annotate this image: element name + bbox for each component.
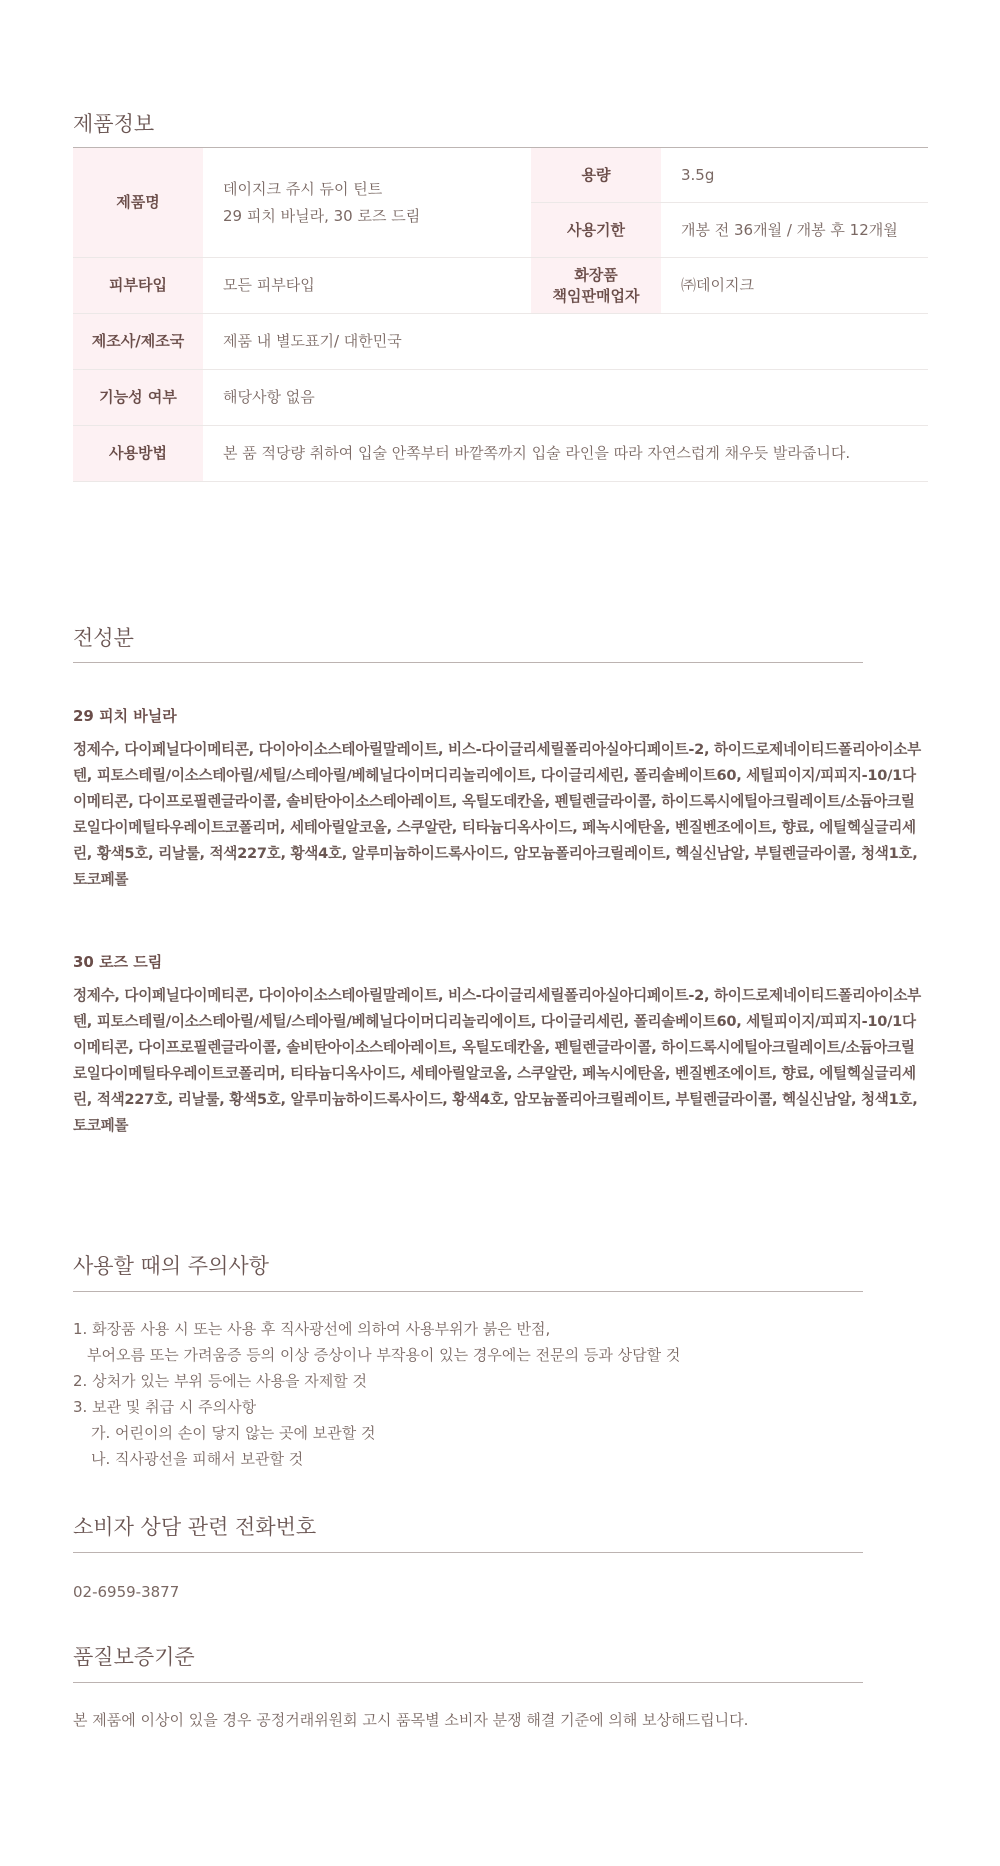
table-row bbox=[73, 370, 928, 426]
seller-label-line1: 화장품 bbox=[574, 265, 618, 284]
usage-label-text: 사용방법 bbox=[109, 444, 167, 462]
usage-value bbox=[203, 426, 928, 482]
ingredients-title: 전성분 bbox=[73, 626, 134, 650]
caution-line: 1. 화장품 사용 시 또는 사용 후 직사광선에 의하여 사용부위가 붉은 반점, bbox=[73, 1320, 551, 1338]
seller-label-line2: 책임판매업자 bbox=[552, 286, 640, 305]
caution-line: 나. 직사광선을 피해서 보관할 것 bbox=[91, 1450, 304, 1468]
caution-divider bbox=[73, 1291, 863, 1292]
volume-label-text: 용량 bbox=[581, 165, 611, 184]
ingredient-item-text: 정제수, 다이페닐다이메티콘, 다이아이소스테아릴말레이트, 비스-다이글리세릴폴리아실아디페이트-2, 하이드로제네이티드폴리아이소부텐, 피토스테릴/이소스테아릴/세틸/스테아릴/베헤닐다이머디리놀리에이트, 다이글리세린, 폴리솔베이트60, 세틸피이지/피피지-10/1다이메티콘, 다이프로필렌글라이콜, 솔비탄아이소스테아레이트, 옥틸도데칸올, 펜틸렌글라이콜, 하이드록시에틸아크릴레이트/소듐아크릴로일다이메틸타우레이트코폴리머, 세테아릴알코올, 스쿠알란, 티타늄디옥사이드, 페녹시에탄올, 벤질벤조에이트, 향료, 에틸헥실글리세린, 황색5호, 리날룰, 적색227호, 황색4호, 알루미늄하이드록사이드, 암모늄폴리아크릴레이트, 헥실신남알, 부틸렌글라이콜, 청색1호, 토코페롤 bbox=[73, 741, 921, 888]
seller-value-text: ㈜데이지크 bbox=[681, 276, 754, 294]
quality-title: 품질보증기준 bbox=[73, 1645, 195, 1669]
product-info-table bbox=[73, 147, 928, 482]
expiry-value-text: 개봉 전 36개월 / 개봉 후 12개월 bbox=[681, 220, 898, 239]
table-row bbox=[73, 148, 928, 203]
caution-line: 부어오름 또는 가려움증 등의 이상 증상이나 부작용이 있는 경우에는 전문의 등과 상담할 것 bbox=[87, 1346, 681, 1364]
quality-text: 본 제품에 이상이 있을 경우 공정거래위원회 고시 품목별 소비자 분쟁 해결 기준에 의해 보상해드립니다. bbox=[73, 1711, 749, 1729]
quality-divider bbox=[73, 1682, 863, 1683]
functional-value bbox=[203, 370, 928, 426]
consumer-title: 소비자 상담 관련 전화번호 bbox=[73, 1515, 317, 1539]
ingredient-item-name: 30 로즈 드림 bbox=[73, 953, 163, 971]
ingredient-item-name: 29 피치 바닐라 bbox=[73, 707, 177, 725]
table-row bbox=[73, 426, 928, 482]
volume-label bbox=[531, 148, 661, 203]
caution-line: 3. 보관 및 취급 시 주의사항 bbox=[73, 1398, 257, 1416]
product-name-label bbox=[73, 148, 203, 258]
expiry-label-text: 사용기한 bbox=[567, 220, 625, 239]
maker-value bbox=[203, 314, 928, 370]
maker-value-text: 제품 내 별도표기/ 대한민국 bbox=[223, 332, 402, 350]
usage-label bbox=[73, 426, 203, 482]
functional-value-text: 해당사항 없음 bbox=[223, 388, 315, 406]
product-name-line2: 29 피치 바닐라, 30 로즈 드림 bbox=[223, 206, 421, 225]
skin-type-value-text: 모든 피부타입 bbox=[223, 276, 315, 294]
maker-label-text: 제조사/제조국 bbox=[91, 332, 185, 350]
caution-line: 가. 어린이의 손이 닿지 않는 곳에 보관할 것 bbox=[91, 1424, 376, 1442]
ingredient-item-30 bbox=[73, 951, 928, 1139]
volume-value-text: 3.5g bbox=[681, 165, 715, 184]
product-name-line1: 데이지크 쥬시 듀이 틴트 bbox=[223, 179, 383, 198]
usage-value-text: 본 품 적당량 취하여 입술 안쪽부터 바깥쪽까지 입술 라인을 따라 자연스럽게 채우듯 발라줍니다. bbox=[223, 444, 851, 462]
table-row bbox=[73, 314, 928, 370]
product-name-value bbox=[203, 148, 531, 258]
ingredient-item-29 bbox=[73, 705, 928, 893]
consumer-phone: 02-6959-3877 bbox=[73, 1583, 180, 1601]
ingredient-item-text: 정제수, 다이페닐다이메티콘, 다이아이소스테아릴말레이트, 비스-다이글리세릴폴리아실아디페이트-2, 하이드로제네이티드폴리아이소부텐, 피토스테릴/이소스테아릴/세틸/스테아릴/베헤닐다이머디리놀리에이트, 다이글리세린, 폴리솔베이트60, 세틸피이지/피피지-10/1다이메티콘, 다이프로필렌글라이콜, 솔비탄아이소스테아레이트, 옥틸도데칸올, 펜틸렌글라이콜, 하이드록시에틸아크릴레이트/소듐아크릴로일다이메틸타우레이트코폴리머, 티타늄디옥사이드, 세테아릴알코올, 스쿠알란, 페녹시에탄올, 벤질벤조에이트, 향료, 에틸헥실글리세린, 적색227호, 리날룰, 황색5호, 알루미늄하이드록사이드, 황색4호, 암모늄폴리아크릴레이트, 부틸렌글라이콜, 헥실신남알, 청색1호, 토코페롤 bbox=[73, 987, 921, 1134]
consumer-divider bbox=[73, 1552, 863, 1553]
skin-type-label-text: 피부타입 bbox=[109, 276, 167, 294]
ingredients-divider bbox=[73, 662, 863, 663]
skin-type-value bbox=[203, 258, 531, 314]
seller-label bbox=[531, 258, 661, 314]
expiry-value bbox=[661, 203, 928, 258]
functional-label bbox=[73, 370, 203, 426]
seller-value bbox=[661, 258, 928, 314]
caution-list bbox=[73, 1316, 853, 1472]
functional-label-text: 기능성 여부 bbox=[99, 388, 177, 406]
product-info-title: 제품정보 bbox=[73, 112, 155, 136]
product-name-label-text: 제품명 bbox=[116, 193, 160, 211]
table-row bbox=[73, 258, 928, 314]
skin-type-label bbox=[73, 258, 203, 314]
maker-label bbox=[73, 314, 203, 370]
volume-value bbox=[661, 148, 928, 203]
expiry-label bbox=[531, 203, 661, 258]
caution-title: 사용할 때의 주의사항 bbox=[73, 1254, 269, 1278]
caution-line: 2. 상처가 있는 부위 등에는 사용을 자제할 것 bbox=[73, 1372, 368, 1390]
